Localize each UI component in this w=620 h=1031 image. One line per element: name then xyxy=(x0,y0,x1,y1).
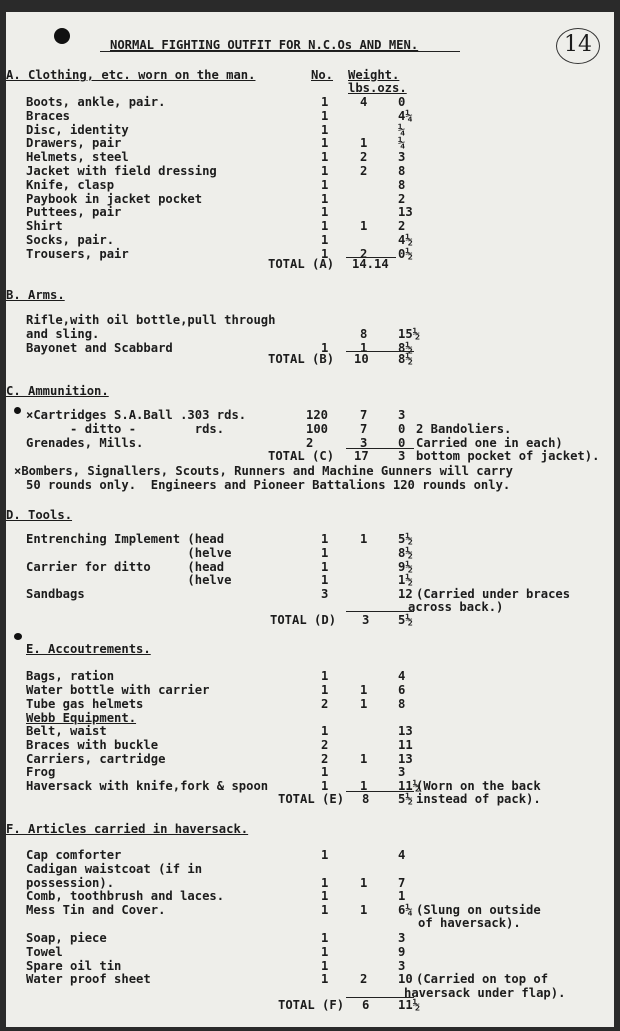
item-quantity: 1 xyxy=(321,136,329,151)
item-weight-ozs: 13 xyxy=(398,751,413,766)
section-f-total-ozs: 11½ xyxy=(398,998,421,1012)
item-weight-ozs: 4¼ xyxy=(398,108,413,123)
item-weight-lbs: 2 xyxy=(360,150,368,165)
section-e-subheading: Webb Equipment. xyxy=(26,711,137,725)
ink-blot xyxy=(54,28,70,44)
item-description: Trousers, pair xyxy=(26,246,129,261)
item-quantity: 3 xyxy=(321,587,329,602)
section-f-total-label: TOTAL (F) xyxy=(278,998,345,1012)
item-description: possession). xyxy=(26,875,115,890)
section-b-total-lbs: 10 xyxy=(354,352,369,366)
item-description: Belt, waist xyxy=(26,724,107,738)
item-weight-lbs: 1 xyxy=(360,875,368,890)
item-quantity: 1 xyxy=(321,889,329,904)
item-weight-ozs: 8½ xyxy=(398,340,413,355)
item-quantity: 1 xyxy=(321,765,329,780)
section-e-total-label: TOTAL (E) xyxy=(278,792,345,806)
item-quantity: 1 xyxy=(321,545,329,560)
item-quantity: 1 xyxy=(321,95,329,109)
item-quantity: 1 xyxy=(321,108,329,123)
item-description: Cap comforter xyxy=(26,848,122,862)
page-number: 14 xyxy=(556,28,600,64)
item-description: ×Cartridges S.A.Ball .303 rds. xyxy=(26,408,247,422)
item-weight-ozs: 0 xyxy=(398,421,406,436)
item-weight-ozs: 7 xyxy=(398,875,406,890)
item-description: Rifle,with oil bottle,pull through xyxy=(26,313,276,327)
item-weight-ozs: 5½ xyxy=(398,532,413,546)
item-weight-ozs: 9 xyxy=(398,944,406,959)
item-quantity: 1 xyxy=(321,958,329,973)
item-quantity: 1 xyxy=(321,972,329,987)
section-c-total-note: bottom pocket of jacket). xyxy=(416,449,600,463)
item-description: Disc, identity xyxy=(26,122,129,137)
section-f-note: haversack under flap). xyxy=(404,986,566,1000)
item-description: Shirt xyxy=(26,219,63,234)
section-c-footnote: ×Bombers, Signallers, Scouts, Runners and Machine Gunners will carry xyxy=(14,464,513,478)
section-e-total-note: instead of pack). xyxy=(416,792,541,806)
item-description: Carriers, cartridge xyxy=(26,751,166,766)
item-weight-lbs: 2 xyxy=(360,246,368,261)
item-quantity: 1 xyxy=(321,532,329,546)
item-note: Carried one in each) xyxy=(416,435,563,450)
item-quantity: 1 xyxy=(321,150,329,165)
item-note: (Slung on outside xyxy=(416,903,541,918)
item-description: and sling. xyxy=(26,326,100,341)
item-weight-ozs: 3 xyxy=(398,931,406,945)
column-no-header: No. xyxy=(311,68,334,82)
item-weight-ozs: ¼ xyxy=(398,122,406,137)
section-e-total-ozs: 5½ xyxy=(398,792,413,806)
item-description: Cadigan waistcoat (if in xyxy=(26,861,203,876)
item-weight-lbs: 4 xyxy=(360,95,368,109)
item-description: Haversack with knife,fork & spoon xyxy=(26,779,269,794)
item-description: Tube gas helmets xyxy=(26,696,144,711)
item-weight-ozs: 10 xyxy=(398,972,413,987)
item-description: Water proof sheet xyxy=(26,972,151,987)
item-quantity: 1 xyxy=(321,559,329,574)
item-description: Puttees, pair xyxy=(26,205,122,220)
item-description: Water bottle with carrier xyxy=(26,682,210,697)
item-weight-ozs: 11½ xyxy=(398,779,421,794)
item-weight-ozs: 0½ xyxy=(398,246,413,261)
item-weight-lbs: 1 xyxy=(360,779,368,794)
item-weight-lbs: 7 xyxy=(360,421,368,436)
item-weight-lbs: 1 xyxy=(360,136,368,151)
item-weight-ozs: 3 xyxy=(398,958,406,973)
punch-mark xyxy=(14,407,21,414)
item-weight-ozs: 13 xyxy=(398,205,413,220)
item-quantity: 1 xyxy=(321,219,329,234)
punch-mark xyxy=(14,633,22,640)
item-weight-ozs: 8½ xyxy=(398,545,413,560)
column-lbs-ozs-header: lbs.ozs. xyxy=(348,81,407,95)
item-quantity: 1 xyxy=(321,340,329,355)
item-description: Bayonet and Scabbard xyxy=(26,340,173,355)
item-note: (Worn on the back xyxy=(416,779,541,794)
item-weight-ozs: 0 xyxy=(398,95,406,109)
item-weight-lbs: 1 xyxy=(360,340,368,355)
section-a-total-label: TOTAL (A) xyxy=(268,257,335,271)
item-quantity: 2 xyxy=(306,435,314,450)
item-quantity: 1 xyxy=(321,177,329,192)
item-weight-ozs: 8 xyxy=(398,164,406,178)
item-description: Grenades, Mills. xyxy=(26,435,144,450)
item-weight-ozs: 1 xyxy=(398,889,406,904)
item-weight-ozs: 8 xyxy=(398,696,406,711)
item-weight-lbs: 1 xyxy=(360,682,368,697)
item-description: (helve xyxy=(26,545,232,560)
item-weight-ozs: 3 xyxy=(398,408,406,422)
item-weight-lbs: 1 xyxy=(360,751,368,766)
item-quantity: 1 xyxy=(321,122,329,137)
item-weight-ozs: 4 xyxy=(398,669,406,683)
item-quantity: 2 xyxy=(321,751,329,766)
item-quantity: 1 xyxy=(321,779,329,794)
item-quantity: 1 xyxy=(321,573,329,588)
item-description: Spare oil tin xyxy=(26,958,122,973)
section-e-heading: E. Accoutrements. xyxy=(26,642,151,656)
item-weight-ozs: 1½ xyxy=(398,573,413,588)
item-weight-ozs: 4 xyxy=(398,848,406,862)
item-weight-ozs: 2 xyxy=(398,219,406,234)
item-weight-lbs: 3 xyxy=(360,435,368,450)
section-c-footnote: 50 rounds only. Engineers and Pioneer Battalions 120 rounds only. xyxy=(26,478,511,492)
item-description: Comb, toothbrush and laces. xyxy=(26,889,225,904)
item-quantity: 1 xyxy=(321,931,329,945)
item-quantity: 120 xyxy=(306,408,329,422)
item-weight-lbs: 1 xyxy=(360,532,368,546)
item-quantity: 1 xyxy=(321,164,329,178)
item-weight-ozs: 2 xyxy=(398,191,406,206)
item-quantity: 2 xyxy=(321,696,329,711)
item-description: Boots, ankle, pair. xyxy=(26,95,166,109)
item-weight-ozs: 0 xyxy=(398,435,406,450)
section-b-total-ozs: 8½ xyxy=(398,352,413,366)
section-a-total-value: 14.14 xyxy=(352,257,389,271)
item-weight-ozs: 12 xyxy=(398,587,413,602)
item-weight-lbs: 2 xyxy=(360,972,368,987)
item-description: Paybook in jacket pocket xyxy=(26,191,203,206)
item-description: Jacket with field dressing xyxy=(26,164,217,178)
item-quantity: 1 xyxy=(321,246,329,261)
total-rule xyxy=(346,611,414,612)
section-c-total-ozs: 3 xyxy=(398,449,406,463)
item-quantity: 100 xyxy=(306,421,329,436)
item-weight-ozs: 11 xyxy=(398,737,413,752)
section-d-total-ozs: 5½ xyxy=(398,613,413,627)
item-description: Sandbags xyxy=(26,587,85,602)
item-description: (helve xyxy=(26,573,232,588)
section-f-heading: F. Articles carried in haversack. xyxy=(6,822,249,836)
section-d-heading: D. Tools. xyxy=(6,508,73,522)
item-weight-ozs: 6¼ xyxy=(398,903,413,918)
item-description: Socks, pair. xyxy=(26,233,115,247)
item-note: (Carried on top of xyxy=(416,972,549,987)
section-e-total-lbs: 8 xyxy=(362,792,370,806)
item-quantity: 1 xyxy=(321,903,329,918)
item-quantity: 1 xyxy=(321,669,329,683)
item-weight-ozs: 3 xyxy=(398,765,406,780)
item-description: Mess Tin and Cover. xyxy=(26,903,166,918)
section-c-heading: C. Ammunition. xyxy=(6,384,109,398)
item-description: Entrenching Implement (head xyxy=(26,532,225,546)
item-description: Soap, piece xyxy=(26,931,107,945)
item-description: Braces with buckle xyxy=(26,737,159,752)
item-weight-lbs: 1 xyxy=(360,219,368,234)
item-weight-ozs: 8 xyxy=(398,177,406,192)
item-quantity: 1 xyxy=(321,848,329,862)
item-description: - ditto - rds. xyxy=(26,421,225,436)
item-quantity: 1 xyxy=(321,724,329,738)
item-weight-lbs: 1 xyxy=(360,696,368,711)
document-page xyxy=(6,12,614,1027)
item-quantity: 1 xyxy=(321,205,329,220)
section-f-note: of haversack). xyxy=(418,916,521,930)
item-quantity: 2 xyxy=(321,737,329,752)
item-description: Braces xyxy=(26,108,71,123)
item-weight-ozs: 4½ xyxy=(398,233,413,247)
item-weight-ozs: 15½ xyxy=(398,326,421,341)
item-description: Helmets, steel xyxy=(26,150,129,165)
document-title: NORMAL FIGHTING OUTFIT FOR N.C.Os AND MEN. xyxy=(110,38,419,52)
item-description: Carrier for ditto (head xyxy=(26,559,225,574)
section-b-heading: B. Arms. xyxy=(6,288,65,302)
section-f-total-lbs: 6 xyxy=(362,998,370,1012)
section-d-note: across back.) xyxy=(408,600,504,614)
item-weight-lbs: 2 xyxy=(360,164,368,178)
section-d-total-lbs: 3 xyxy=(362,613,370,627)
item-weight-lbs: 1 xyxy=(360,903,368,918)
item-weight-ozs: ¼ xyxy=(398,136,406,151)
item-description: Drawers, pair xyxy=(26,136,122,151)
item-weight-ozs: 13 xyxy=(398,724,413,738)
item-description: Bags, ration xyxy=(26,669,115,683)
section-a-heading: A. Clothing, etc. worn on the man. xyxy=(6,68,256,82)
item-weight-ozs: 3 xyxy=(398,150,406,165)
item-description: Towel xyxy=(26,944,63,959)
item-weight-ozs: 9½ xyxy=(398,559,413,574)
item-quantity: 1 xyxy=(321,944,329,959)
item-note: (Carried under braces xyxy=(416,587,571,602)
title-underline xyxy=(100,51,460,52)
item-weight-lbs: 8 xyxy=(360,326,368,341)
item-quantity: 1 xyxy=(321,682,329,697)
column-weight-header: Weight. xyxy=(348,68,400,82)
section-b-total-label: TOTAL (B) xyxy=(268,352,335,366)
section-c-total-lbs: 17 xyxy=(354,449,369,463)
item-description: Frog xyxy=(26,765,56,780)
item-weight-lbs: 7 xyxy=(360,408,368,422)
item-quantity: 1 xyxy=(321,875,329,890)
section-d-total-label: TOTAL (D) xyxy=(270,613,337,627)
item-quantity: 1 xyxy=(321,191,329,206)
item-weight-ozs: 6 xyxy=(398,682,406,697)
item-description: Knife, clasp xyxy=(26,177,115,192)
section-c-total-label: TOTAL (C) xyxy=(268,449,335,463)
item-note: 2 Bandoliers. xyxy=(416,421,512,436)
item-quantity: 1 xyxy=(321,233,329,247)
